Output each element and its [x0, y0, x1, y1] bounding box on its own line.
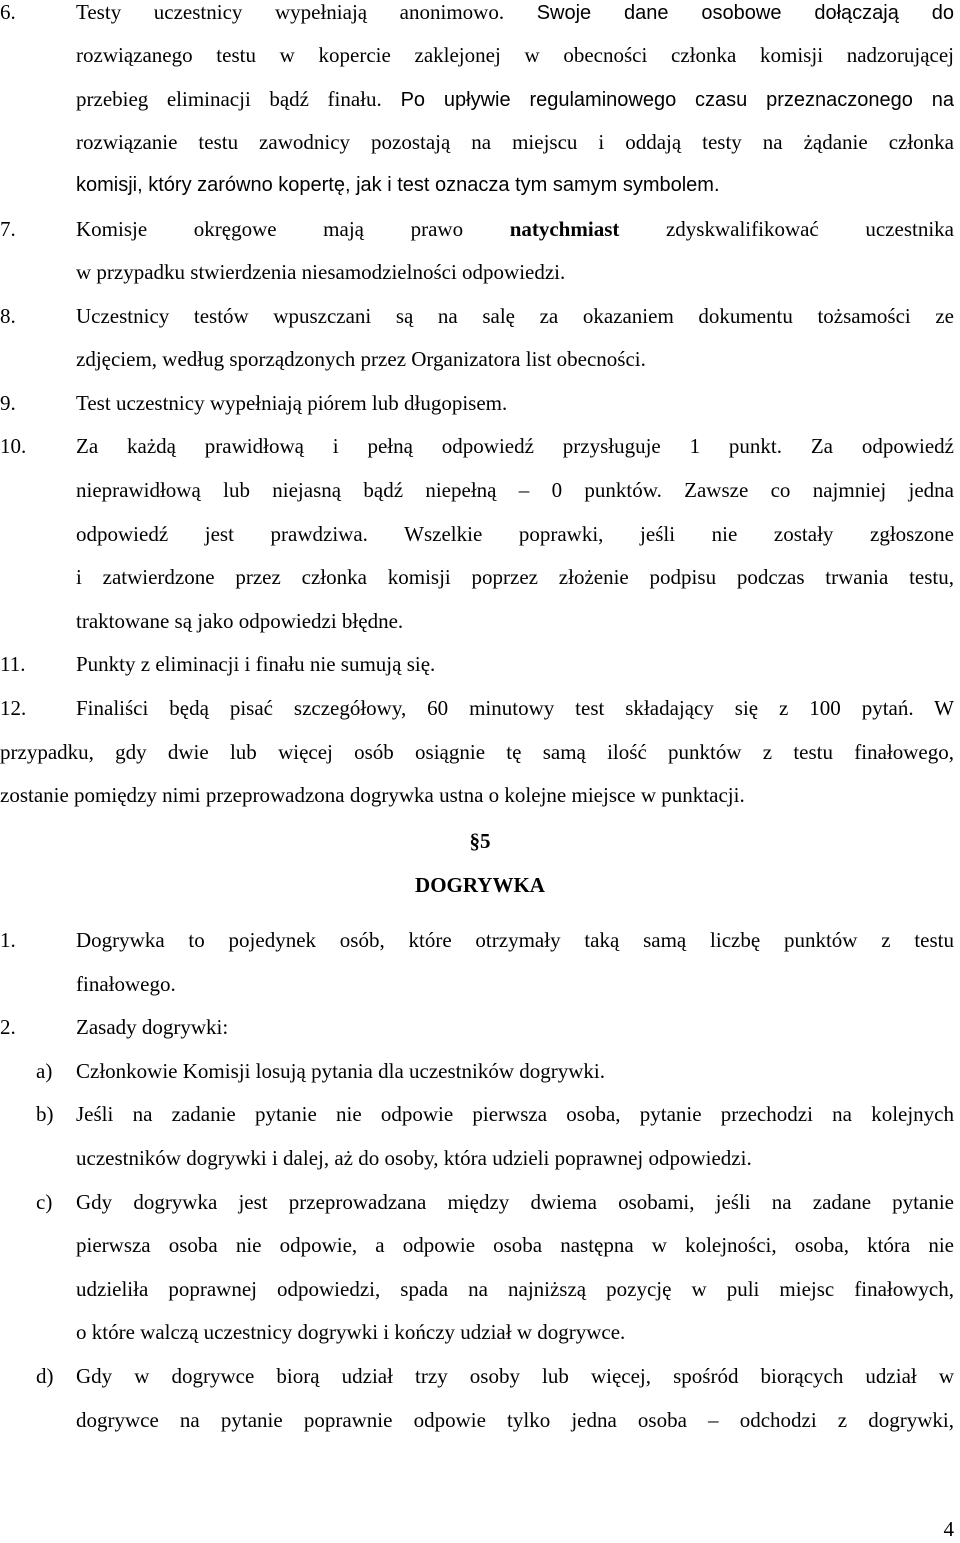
paragraph-line: odpowiedź jest prawdziwa. Wszelkie poprawki, jeśli nie zostały zgłoszone	[76, 522, 954, 546]
paragraph-line: Zasady dogrywki:	[76, 1015, 229, 1039]
sub-item-letter: d)	[36, 1364, 54, 1388]
paragraph-line: i zatwierdzone przez członka komisji poprzez złożenie podpisu podczas trwania testu,	[76, 565, 954, 589]
paragraph-line: komisji, który zarówno kopertę, jak i test oznacza tym samym symbolem.	[76, 174, 720, 196]
paragraph-line: Finaliści będą pisać szczegółowy, 60 minutowy test składający się z 100 pytań. W	[76, 696, 954, 720]
item-number: 10.	[0, 434, 27, 458]
item-number: 7.	[0, 217, 16, 241]
paragraph-line: Gdy dogrywka jest przeprowadzana między dwiema osobami, jeśli na zadane pytanie	[76, 1190, 954, 1214]
paragraph-line: pierwsza osoba nie odpowie, a odpowie osoba następna w kolejności, osoba, która nie	[76, 1233, 954, 1257]
paragraph-line: Jeśli na zadanie pytanie nie odpowie pierwsza osoba, pytanie przechodzi na kolejnych	[76, 1102, 954, 1126]
sub-item-letter: a)	[36, 1059, 53, 1083]
paragraph-line: zostanie pomiędzy nimi przeprowadzona dogrywka ustna o kolejne miejsce w punktacji.	[0, 783, 745, 807]
paragraph-line: uczestników dogrywki i dalej, aż do osoby, która udzieli poprawnej odpowiedzi.	[76, 1146, 752, 1170]
paragraph-line: Członkowie Komisji losują pytania dla uczestników dogrywki.	[76, 1059, 605, 1083]
paragraph-line: Gdy w dogrywce biorą udział trzy osoby lub więcej, spośród biorących udział w	[76, 1364, 954, 1388]
item-number: 9.	[0, 391, 16, 415]
paragraph-line: Dogrywka to pojedynek osób, które otrzymały taką samą liczbę punktów z testu	[76, 928, 954, 952]
paragraph-line: rozwiązanie testu zawodnicy pozostają na miejscu i oddają testy na żądanie członka	[76, 130, 954, 154]
paragraph-line: Komisje okręgowe mają prawo natychmiast zdyskwalifikować uczestnika	[76, 217, 954, 241]
paragraph-line: Uczestnicy testów wpuszczani są na salę za okazaniem dokumentu tożsamości ze	[76, 304, 954, 328]
section-title: DOGRYWKA	[415, 873, 545, 897]
paragraph-line: nieprawidłową lub niejasną bądź niepełną – 0 punktów. Zawsze co najmniej jedna	[76, 478, 954, 502]
paragraph-line: Testy uczestnicy wypełniają anonimowo. Swoje dane osobowe dołączają do	[76, 0, 955, 24]
paragraph-line: przypadku, gdy dwie lub więcej osób osiągnie tę samą ilość punktów z testu finałowego,	[0, 740, 954, 764]
section-number: §5	[469, 829, 491, 853]
page-number: 4	[943, 1517, 954, 1541]
sub-item-letter: c)	[36, 1190, 53, 1214]
paragraph-line: w przypadku stwierdzenia niesamodzielności odpowiedzi.	[76, 260, 566, 284]
paragraph-line: Punkty z eliminacji i finału nie sumują się.	[76, 652, 436, 676]
paragraph-line: rozwiązanego testu w kopercie zaklejonej w obecności członka komisji nadzorującej	[76, 43, 954, 67]
paragraph-line: Test uczestnicy wypełniają piórem lub długopisem.	[76, 391, 508, 415]
item-number: 1.	[0, 928, 16, 952]
paragraph-line: udzieliła poprawnej odpowiedzi, spada na najniższą pozycję w puli miejsc finałowych,	[76, 1277, 954, 1301]
paragraph-line: zdjęciem, według sporządzonych przez Organizatora list obecności.	[76, 347, 646, 371]
paragraph-line: finałowego.	[76, 972, 176, 996]
paragraph-line: o które walczą uczestnicy dogrywki i kończy udział w dogrywce.	[76, 1320, 626, 1344]
item-number: 8.	[0, 304, 16, 328]
item-number: 6.	[0, 0, 16, 24]
sub-item-letter: b)	[36, 1102, 54, 1126]
paragraph-line: traktowane są jako odpowiedzi błędne.	[76, 609, 404, 633]
item-number: 11.	[0, 652, 26, 676]
paragraph-line: przebieg eliminacji bądź finału. Po upływie regulaminowego czasu przeznaczonego na	[76, 87, 954, 111]
item-number: 2.	[0, 1015, 16, 1039]
paragraph-line: dogrywce na pytanie poprawnie odpowie tylko jedna osoba – odchodzi z dogrywki,	[76, 1408, 954, 1432]
paragraph-line: Za każdą prawidłową i pełną odpowiedź przysługuje 1 punkt. Za odpowiedź	[76, 434, 954, 458]
item-number: 12.	[0, 696, 27, 720]
